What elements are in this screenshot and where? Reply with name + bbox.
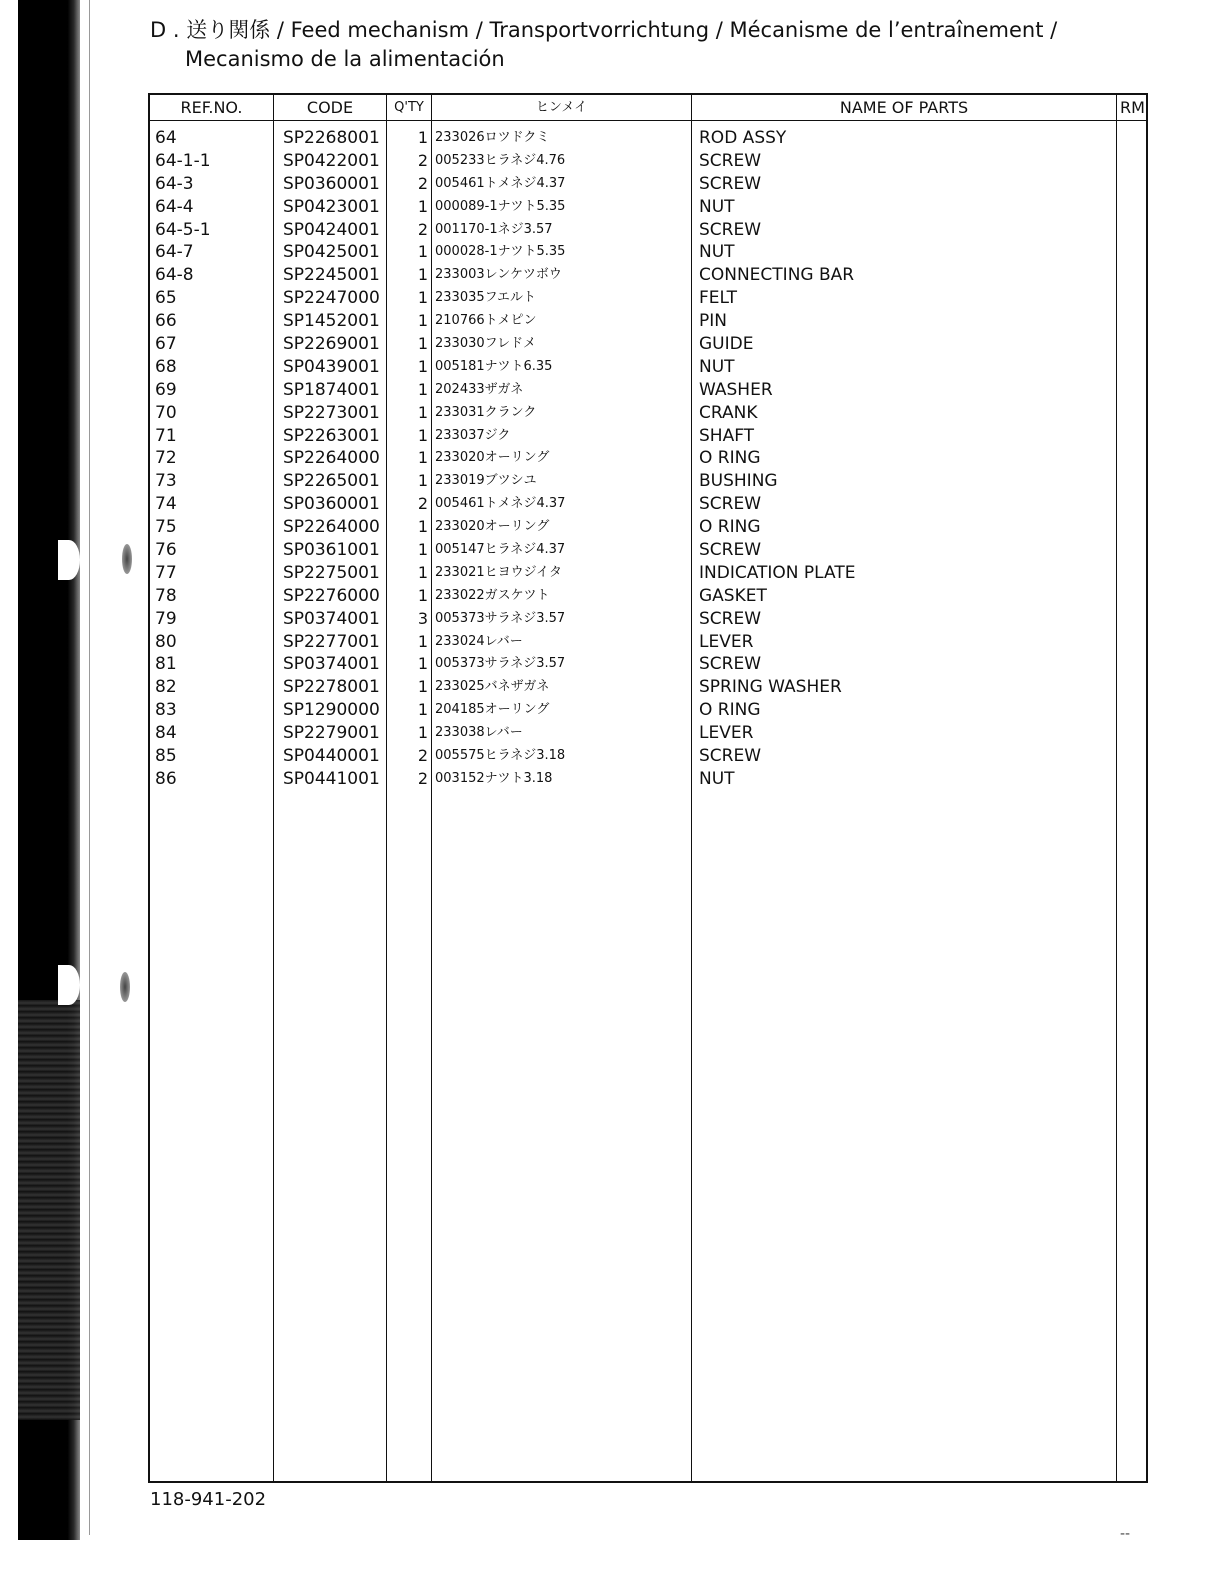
ref-no-cell: 81 [155,654,177,675]
qty-cell: 1 [417,425,428,445]
code-cell: SP0424001 [283,219,380,240]
qty-cell: 1 [417,540,428,560]
ref-no-cell: 67 [155,334,177,355]
ref-no-cell: 79 [155,608,177,629]
punch-hole-upper [122,544,132,574]
kana-name-cell: 210766トメピン [435,313,537,329]
table-row [150,333,1146,356]
part-name-cell: CONNECTING BAR [699,265,855,286]
ref-no-cell: 75 [155,517,177,538]
ref-no-cell: 82 [155,677,177,698]
kana-name-cell: 005575ヒラネジ3.18 [435,748,566,764]
ref-no-cell: 64 [155,128,177,148]
kana-name-cell: 233031クランク [435,404,537,420]
qty-cell: 1 [417,128,428,147]
kana-name-cell: 233024レバー [435,633,523,649]
table-row [150,310,1146,333]
header-kana: ヒンメイ [535,100,588,115]
qty-cell: 1 [417,242,428,262]
binder-strip [18,0,80,1540]
kana-name-cell: 000028-1ナツト5.35 [435,244,566,260]
part-name-cell: O RING [699,448,761,469]
qty-cell: 3 [417,608,428,628]
ref-no-cell: 64-3 [155,173,194,194]
qty-cell: 1 [417,562,428,582]
code-cell: SP0374001 [283,654,380,675]
table-row [150,379,1146,402]
table-row [150,127,1146,150]
code-cell: SP0360001 [283,494,380,515]
part-name-cell: O RING [699,700,761,721]
ref-no-cell: 64-8 [155,265,194,286]
qty-cell: 2 [417,768,428,788]
kana-name-cell: 233020オーリング [435,450,550,466]
table-row [150,631,1146,654]
ref-no-cell: 68 [155,356,177,377]
binder-notch-upper [58,540,80,580]
qty-cell: 1 [417,654,428,674]
code-cell: SP2277001 [283,631,380,652]
page-title [150,16,1150,74]
kana-name-cell: 005373サラネジ3.57 [435,610,566,626]
table-row [150,173,1146,196]
part-name-cell: SCREW [699,654,762,675]
table-row [150,653,1146,676]
ref-no-cell: 64-5-1 [155,219,211,240]
ref-no-cell: 86 [155,768,177,789]
qty-cell: 1 [417,356,428,376]
kana-name-cell: 005461トメネジ4.37 [435,496,566,512]
code-cell: SP2247000 [283,288,380,309]
qty-cell: 1 [417,723,428,743]
qty-cell: 1 [417,677,428,697]
document-code: 118-941-202 [150,1489,267,1510]
table-row [150,539,1146,562]
ref-no-cell: 69 [155,379,177,400]
part-name-cell: SCREW [699,540,762,561]
part-name-cell: NUT [699,768,735,789]
ref-no-cell: 78 [155,585,177,606]
part-name-cell: FELT [699,288,738,309]
qty-cell: 2 [417,150,428,170]
qty-cell: 1 [417,265,428,285]
kana-name-cell: 233022ガスケツト [435,587,550,603]
kana-name-cell: 005233ヒラネジ4.76 [435,152,566,168]
code-cell: SP2275001 [283,562,380,583]
part-name-cell: SCREW [699,173,762,194]
code-cell: SP0439001 [283,356,380,377]
table-row [150,287,1146,310]
qty-cell: 1 [417,311,428,331]
part-name-cell: SCREW [699,150,762,171]
code-cell: SP2264000 [283,448,380,469]
ref-no-cell: 76 [155,540,177,561]
part-name-cell: NUT [699,356,735,377]
ref-no-cell: 85 [155,746,177,767]
table-row [150,722,1146,745]
part-name-cell: LEVER [699,631,754,652]
part-name-cell: SCREW [699,219,762,240]
ref-no-cell: 80 [155,631,177,652]
code-cell: SP2263001 [283,425,380,446]
code-cell: SP2278001 [283,677,380,698]
table-row [150,219,1146,242]
table-row [150,676,1146,699]
part-name-cell: INDICATION PLATE [699,562,856,583]
part-name-cell: LEVER [699,723,754,744]
part-name-cell: SPRING WASHER [699,677,842,698]
part-name-cell: CRANK [699,402,758,423]
ref-no-cell: 73 [155,471,177,492]
qty-cell: 1 [417,517,428,537]
table-row [150,196,1146,219]
part-name-cell: NUT [699,242,735,263]
ref-no-cell: 83 [155,700,177,721]
table-row [150,264,1146,287]
table-row [150,241,1146,264]
table-row [150,562,1146,585]
qty-cell: 1 [417,334,428,354]
punch-hole-lower [120,972,130,1002]
header-divider [150,120,1146,121]
qty-cell: 1 [417,288,428,308]
qty-cell: 1 [417,402,428,422]
part-name-cell: SCREW [699,494,762,515]
ref-no-cell: 64-4 [155,196,194,217]
header-rm: RM [1120,98,1145,117]
code-cell: SP1452001 [283,311,380,332]
ref-no-cell: 71 [155,425,177,446]
table-row [150,493,1146,516]
kana-name-cell: 001170-1ネジ3.57 [435,221,553,237]
qty-cell: 1 [417,631,428,651]
code-cell: SP2265001 [283,471,380,492]
part-name-cell: PIN [699,311,727,332]
table-row [150,150,1146,173]
kana-name-cell: 233019ブツシユ [435,473,537,489]
part-name-cell: O RING [699,517,761,538]
table-body [150,127,1146,791]
qty-cell: 2 [417,173,428,193]
page-number-mark: -- [1120,1526,1131,1542]
kana-name-cell: 233030フレドメ [435,336,536,352]
kana-name-cell: 005181ナツト6.35 [435,358,553,374]
ref-no-cell: 64-7 [155,242,194,263]
part-name-cell: BUSHING [699,471,778,492]
kana-name-cell: 233037ジク [435,427,511,443]
table-row [150,402,1146,425]
part-name-cell: SHAFT [699,425,755,446]
kana-name-cell: 204185オーリング [435,702,550,718]
ref-no-cell: 66 [155,311,177,332]
header-name-of-parts: NAME OF PARTS [839,98,969,117]
ref-no-cell: 72 [155,448,177,469]
kana-name-cell: 233003レンケツボウ [435,267,562,283]
page-edge-line [89,0,90,1535]
code-cell: SP0423001 [283,196,380,217]
part-name-cell: NUT [699,196,735,217]
kana-name-cell: 233038レバー [435,725,523,741]
kana-name-cell: 233020オーリング [435,519,550,535]
code-cell: SP0361001 [283,540,380,561]
part-name-cell: SCREW [699,746,762,767]
header-code: CODE [306,98,354,117]
code-cell: SP1874001 [283,379,380,400]
parts-table [148,93,1148,1483]
kana-name-cell: 005373サラネジ3.57 [435,656,566,672]
header-ref-no: REF.NO. [180,98,243,117]
part-name-cell: SCREW [699,608,762,629]
kana-name-cell: 003152ナツト3.18 [435,770,553,786]
part-name-cell: ROD ASSY [699,128,787,148]
qty-cell: 2 [417,219,428,239]
code-cell: SP2245001 [283,265,380,286]
kana-name-cell: 000089-1ナツト5.35 [435,198,566,214]
qty-cell: 1 [417,471,428,491]
kana-name-cell: 233026ロツドクミ [435,130,550,145]
part-name-cell: WASHER [699,379,773,400]
table-row [150,745,1146,768]
code-cell: SP2264000 [283,517,380,538]
kana-name-cell: 233025バネザガネ [435,679,550,695]
table-row [150,356,1146,379]
code-cell: SP0440001 [283,746,380,767]
code-cell: SP0441001 [283,768,380,789]
code-cell: SP2273001 [283,402,380,423]
kana-name-cell: 202433ザガネ [435,381,524,397]
table-row [150,585,1146,608]
table-row [150,425,1146,448]
binder-strip-texture [18,1000,80,1420]
ref-no-cell: 70 [155,402,177,423]
code-cell: SP2279001 [283,723,380,744]
code-cell: SP1290000 [283,700,380,721]
ref-no-cell: 84 [155,723,177,744]
qty-cell: 1 [417,379,428,399]
code-cell: SP0360001 [283,173,380,194]
ref-no-cell: 64-1-1 [155,150,211,171]
ref-no-cell: 74 [155,494,177,515]
qty-cell: 2 [417,494,428,514]
ref-no-cell: 65 [155,288,177,309]
table-row [150,516,1146,539]
table-row [150,470,1146,493]
part-name-cell: GASKET [699,585,767,606]
table-row [150,699,1146,722]
title-line-2: Mecanismo de la alimentación [185,47,505,71]
kana-name-cell: 233021ヒヨウジイタ [435,564,562,580]
binder-notch-lower [58,965,80,1005]
header-qty: Q'TY [394,100,424,115]
kana-name-cell: 233035フエルト [435,290,536,306]
qty-cell: 1 [417,585,428,605]
qty-cell: 2 [417,746,428,766]
qty-cell: 1 [417,448,428,468]
table-row [150,768,1146,791]
qty-cell: 1 [417,196,428,216]
code-cell: SP2268001 [283,128,380,148]
table-row [150,608,1146,631]
code-cell: SP0374001 [283,608,380,629]
kana-name-cell: 005461トメネジ4.37 [435,175,566,191]
code-cell: SP0422001 [283,150,380,171]
title-line-1: D . 送り関係 / Feed mechanism / Transportvorrichtung / Mécanisme de l’entraînement / [150,18,1058,42]
code-cell: SP2276000 [283,585,380,606]
ref-no-cell: 77 [155,562,177,583]
qty-cell: 1 [417,700,428,720]
code-cell: SP2269001 [283,334,380,355]
code-cell: SP0425001 [283,242,380,263]
table-row [150,447,1146,470]
part-name-cell: GUIDE [699,334,754,355]
kana-name-cell: 005147ヒラネジ4.37 [435,542,566,558]
